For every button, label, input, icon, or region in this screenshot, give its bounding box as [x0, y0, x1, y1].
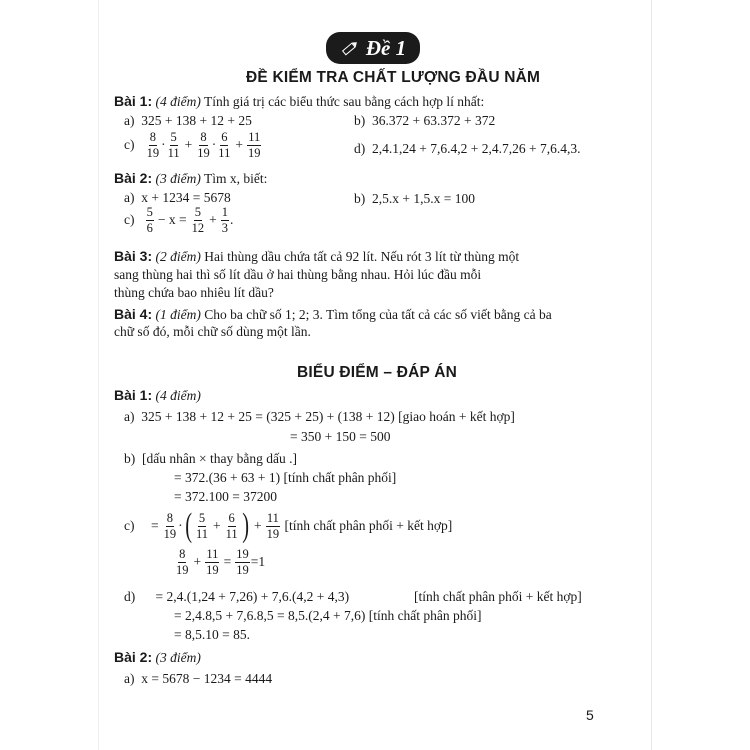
exam-bai1-heading: [114, 93, 484, 110]
exam-bai3-line3: thùng chứa bao nhiêu lít dầu?: [114, 285, 274, 300]
exam-bai2-heading: [114, 170, 267, 187]
exam-bai4-line2: chữ số đó, mỗi chữ số dùng một lần.: [114, 324, 311, 339]
answers-bai1-b-line1: [124, 451, 297, 467]
fraction: $\frac{6}{11}$: [225, 511, 238, 541]
exam-bai3-line1: [114, 248, 519, 265]
answers-bai2-a: [124, 671, 272, 687]
exam-bai3-line2: sang thùng hai thì số lít dầu ở hai thùng bằng nhau. Hỏi lúc đầu mỗi: [114, 267, 482, 282]
answer-text: 325 + 138 + 12 + 25 = (325 + 25) + (138 + 12) [giao hoán + kết hợp]: [141, 409, 515, 424]
exam-bai1-d: [354, 141, 580, 157]
answers-bai1-points: (4 điểm): [155, 388, 201, 403]
item-label: a): [124, 113, 135, 128]
page-number: 5: [586, 707, 594, 723]
item-label: b): [354, 191, 366, 206]
answers-bai1-d-note: [tính chất phân phối + kết hợp]: [414, 589, 582, 604]
answers-bai1-heading: [114, 387, 201, 404]
item-label: a): [124, 671, 135, 686]
item-label: d): [354, 141, 366, 156]
answers-bai1-b-line3: = 372.100 = 37200: [174, 489, 277, 504]
bai1-points: (4 điểm): [155, 94, 201, 109]
exam-bai2-b: [354, 191, 475, 207]
fraction: $\frac{5}{6}$: [146, 205, 153, 235]
bai3-label: Bài 3:: [114, 248, 153, 264]
fraction: $\frac{11}{19}$: [266, 511, 280, 541]
bai1-text: Tính giá trị các biểu thức sau bằng cách hợp lí nhất:: [204, 94, 485, 109]
bai4-points: (1 điểm): [155, 307, 201, 322]
fraction: $\frac{11}{19}$: [206, 547, 219, 577]
fraction: $\frac{5}{12}$: [191, 205, 205, 235]
answers-bai1-label: Bài 1:: [114, 387, 153, 403]
fraction: $\frac{11}{19}$: [247, 130, 261, 160]
bai3-points: (2 điểm): [155, 249, 201, 264]
answers-bai1-c-line2: $\frac{8}{19}$ + $\frac{11}{19}$ = $\frac{19}{19}$ =1: [176, 547, 266, 577]
item-label: c): [124, 212, 135, 227]
answer-text: x = 5678 − 1234 = 4444: [141, 671, 273, 686]
bai2-points: (3 điểm): [155, 171, 201, 186]
expression: 2,4.1,24 + 7,6.4,2 + 2,4.7,26 + 7,6.4,3.: [372, 141, 581, 156]
expression: 325 + 138 + 12 + 25: [141, 113, 252, 128]
exam-bai2-c: c) $\frac{5}{6}$ − x = $\frac{5}{12}$ + $\frac{1}{3}$ .: [124, 205, 234, 235]
fraction: $\frac{8}{19}$: [163, 511, 177, 541]
answers-bai1-d-line1: [124, 589, 349, 605]
bai2-text: Tìm x, biết:: [204, 171, 268, 186]
exam-bai1-c: c) $\frac{8}{19}$ · $\frac{5}{11}$ + $\frac{8}{19}$ · $\frac{6}{11}$ + $\frac{11}{19}$: [124, 130, 261, 160]
answers-bai2-label: Bài 2:: [114, 649, 153, 665]
item-label: b): [124, 451, 136, 466]
expression: x + 1234 = 5678: [141, 190, 231, 205]
fraction: $\frac{8}{19}$: [146, 130, 160, 160]
exam-badge: [326, 32, 420, 64]
answer-note: [tính chất phân phối + kết hợp]: [284, 518, 453, 533]
expression: 36.372 + 63.372 + 372: [372, 113, 496, 128]
fraction: $\frac{8}{19}$: [176, 547, 189, 577]
item-label: a): [124, 190, 135, 205]
bai2-label: Bài 2:: [114, 170, 153, 186]
answers-bai1-a-line1: [124, 409, 515, 425]
item-label: c): [124, 518, 135, 533]
answers-title: BIỂU ĐIỂM – ĐÁP ÁN: [297, 364, 458, 381]
fraction: $\frac{19}{19}$: [236, 547, 249, 577]
answers-bai1-a-line2: = 350 + 150 = 500: [290, 429, 391, 444]
bai1-label: Bài 1:: [114, 93, 153, 109]
answer-text: = 2,4.(1,24 + 7,26) + 7,6.(4,2 + 4,3): [155, 589, 350, 604]
exam-bai1-a: [124, 113, 252, 129]
item-label: d): [124, 589, 136, 604]
bai4-text: Cho ba chữ số 1; 2; 3. Tìm tổng của tất cả các số viết bằng cả ba: [204, 307, 552, 322]
pencil-icon: [340, 38, 360, 58]
fraction: $\frac{5}{11}$: [167, 130, 180, 160]
item-label: a): [124, 409, 135, 424]
badge-label: Đề 1: [365, 35, 407, 60]
answers-bai1-c-line1: c) = $\frac{8}{19}$ · ( $\frac{5}{11}$ + $\frac{6}{11}$ ) + $\frac{11}{19}$ [tính chất phân phối + kết hợp]: [124, 507, 453, 544]
fraction: $\frac{8}{19}$: [197, 130, 210, 160]
item-label: b): [354, 113, 366, 128]
answers-bai1-b-line2: = 372.(36 + 63 + 1) [tính chất phân phối]: [174, 470, 397, 485]
exam-title: ĐỀ KIỂM TRA CHẤT LƯỢNG ĐẦU NĂM: [246, 69, 541, 86]
fraction: $\frac{5}{11}$: [195, 511, 208, 541]
answers-bai2-points: (3 điểm): [155, 650, 201, 665]
answers-bai1-d-line2: = 2,4.8,5 + 7,6.8,5 = 8,5.(2,4 + 7,6) [tính chất phân phối]: [174, 608, 482, 623]
answers-bai2-heading: [114, 649, 201, 666]
answer-text: [dấu nhân × thay bằng dấu .]: [142, 451, 297, 466]
answers-bai1-d-line3: = 8,5.10 = 85.: [174, 627, 250, 642]
bai3-text: Hai thùng dầu chứa tất cả 92 lít. Nếu rót 3 lít từ thùng một: [204, 249, 520, 264]
expression: 2,5.x + 1,5.x = 100: [372, 191, 475, 206]
exam-bai4-line1: [114, 306, 552, 323]
bai4-label: Bài 4:: [114, 306, 153, 322]
fraction: $\frac{1}{3}$: [221, 205, 228, 235]
exam-bai2-a: [124, 190, 231, 206]
exam-bai1-b: [354, 113, 495, 129]
fraction: $\frac{6}{11}$: [218, 130, 231, 160]
item-label: c): [124, 137, 135, 152]
